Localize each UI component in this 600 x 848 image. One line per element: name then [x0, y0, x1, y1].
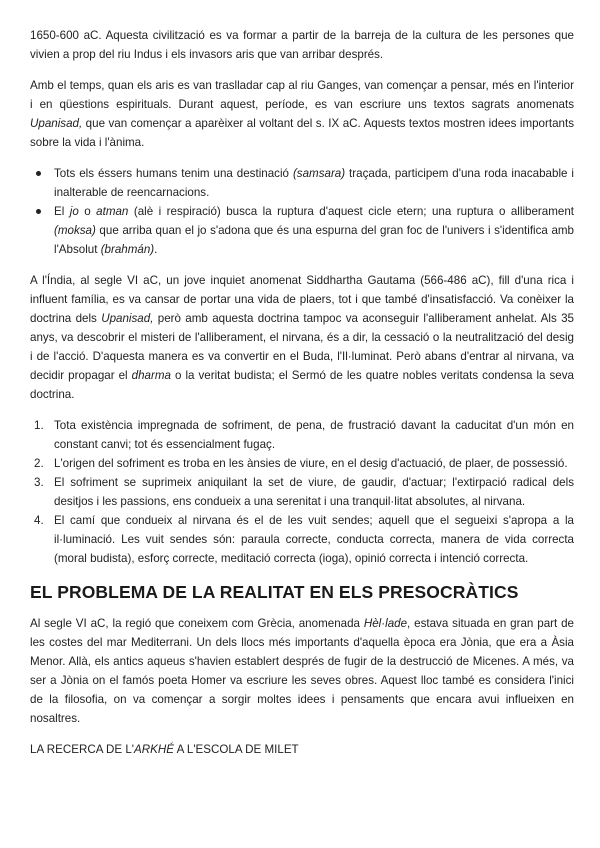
- list-item: 2. L'origen del sofriment es troba en les ànsies de viure, en el desig d'actuació, de plaer, de possessió.: [34, 457, 568, 470]
- subheading-arkhe: LA RECERCA DE L'ARKHÉ A L'ESCOLA DE MILET: [30, 743, 299, 756]
- bullet-dot-icon: [36, 209, 41, 214]
- bullet-list-upanisad-ideas: [30, 164, 574, 259]
- bullet-item-samsara: Tots els éssers humans tenim una destinació (samsara) traçada, participem d'una roda inacabable i inalterable de reencarnacions.: [30, 164, 574, 202]
- paragraph-buddha: A l'Índia, al segle VI aC, un jove inquiet anomenat Siddhartha Gautama (566-486 aC), fill d'una rica i influent família, es va cansar de portar una vida de plaers, tot i que també d'insatisfacció. Va conèixer la doctrina dels Upanisad, però amb aquesta doctrina tampoc va aconseguir l'alliberament anhelat. Als 35 anys, va descobrir el misteri de l'alliberament, el nirvana, és a dir, la cessació o la neutralització del desig i de l'acció. D'aquesta manera es va convertir en el Buda, l'Il·luminat. Però abans d'entrar al nirvana, va decidir propagar el dharma o la veritat budista; el Sermó de les quatre nobles veritats condensa la seva doctrina.: [30, 274, 574, 401]
- bullet-dot-icon: [36, 171, 41, 176]
- list-item: 1. Tota existència impregnada de sofriment, de pena, de frustració davant la caducitat d'un món en constant canvi; tot és essencialment fugaç.: [34, 419, 574, 451]
- paragraph-greece: Al segle VI aC, la regió que coneixem com Grècia, anomenada Hèl·lade, estava situada en gran part de les costes del mar Mediterrani. Un dels llocs més importants d'aquella època era Jònia, que era a Àsia Menor. Allà, els antics aqueus s'havien establert després de fugir de la destrucció de Micenes. A més, va ser a Jònia on el famós poeta Homer va escriure les seves obres. Aquest lloc també es considera l'inici de la filosofia, on va començar a sorgir moltes idees i pensaments que encara avui influeixen en nosaltres.: [30, 617, 574, 725]
- section-heading: EL PROBLEMA DE LA REALITAT EN ELS PRESOCRÀTICS: [30, 582, 519, 602]
- term-upanisad: Upanisad,: [30, 117, 83, 130]
- list-item: 3. El sofriment se suprimeix aniquilant la set de viure, de gaudir, d'actuar; l'extirpació radical dels desitjos i les passions, ens condueix a una serenitat i una tranquil·litat absolutes, al nirvana.: [34, 476, 574, 508]
- paragraph-upanisad: Amb el temps, quan els aris es van traslladar cap al riu Ganges, van començar a pensar, més en l'interior i en qüestions espirituals. Durant aquest, període, es van escriure uns textos sagrats anomenats Upanisad, que van començar a aparèixer al voltant del s. IX aC. Aquests textos mostren idees importants sobre la vida i l'ànima.: [30, 79, 574, 149]
- bullet-item-atman: El jo o atman (alè i respiració) busca la ruptura d'aquest cicle etern; una ruptura o alliberament (moksa) que arriba quan el jo s'adona que és una espurna del gran foc de l'univers i s'identifica amb l'Absolut (brahmán).: [30, 202, 574, 259]
- numbered-list-noble-truths: [30, 416, 574, 568]
- list-item: 4. El camí que condueix al nirvana és el de les vuit sendes; aquell que el segueixi s'apropa a la il·luminació. Les vuit sendes són: paraula correcte, conducta correcta, manera de vida correcta (moral budista), esforç correcte, meditació correcta (ioga), opinió correcta i intenció correcta.: [34, 514, 574, 565]
- paragraph-indus-civilization: 1650-600 aC. Aquesta civilització es va formar a partir de la barreja de la cultura de les persones que vivien a prop del riu Indus i els invasors aris que van arribar després.: [30, 29, 574, 61]
